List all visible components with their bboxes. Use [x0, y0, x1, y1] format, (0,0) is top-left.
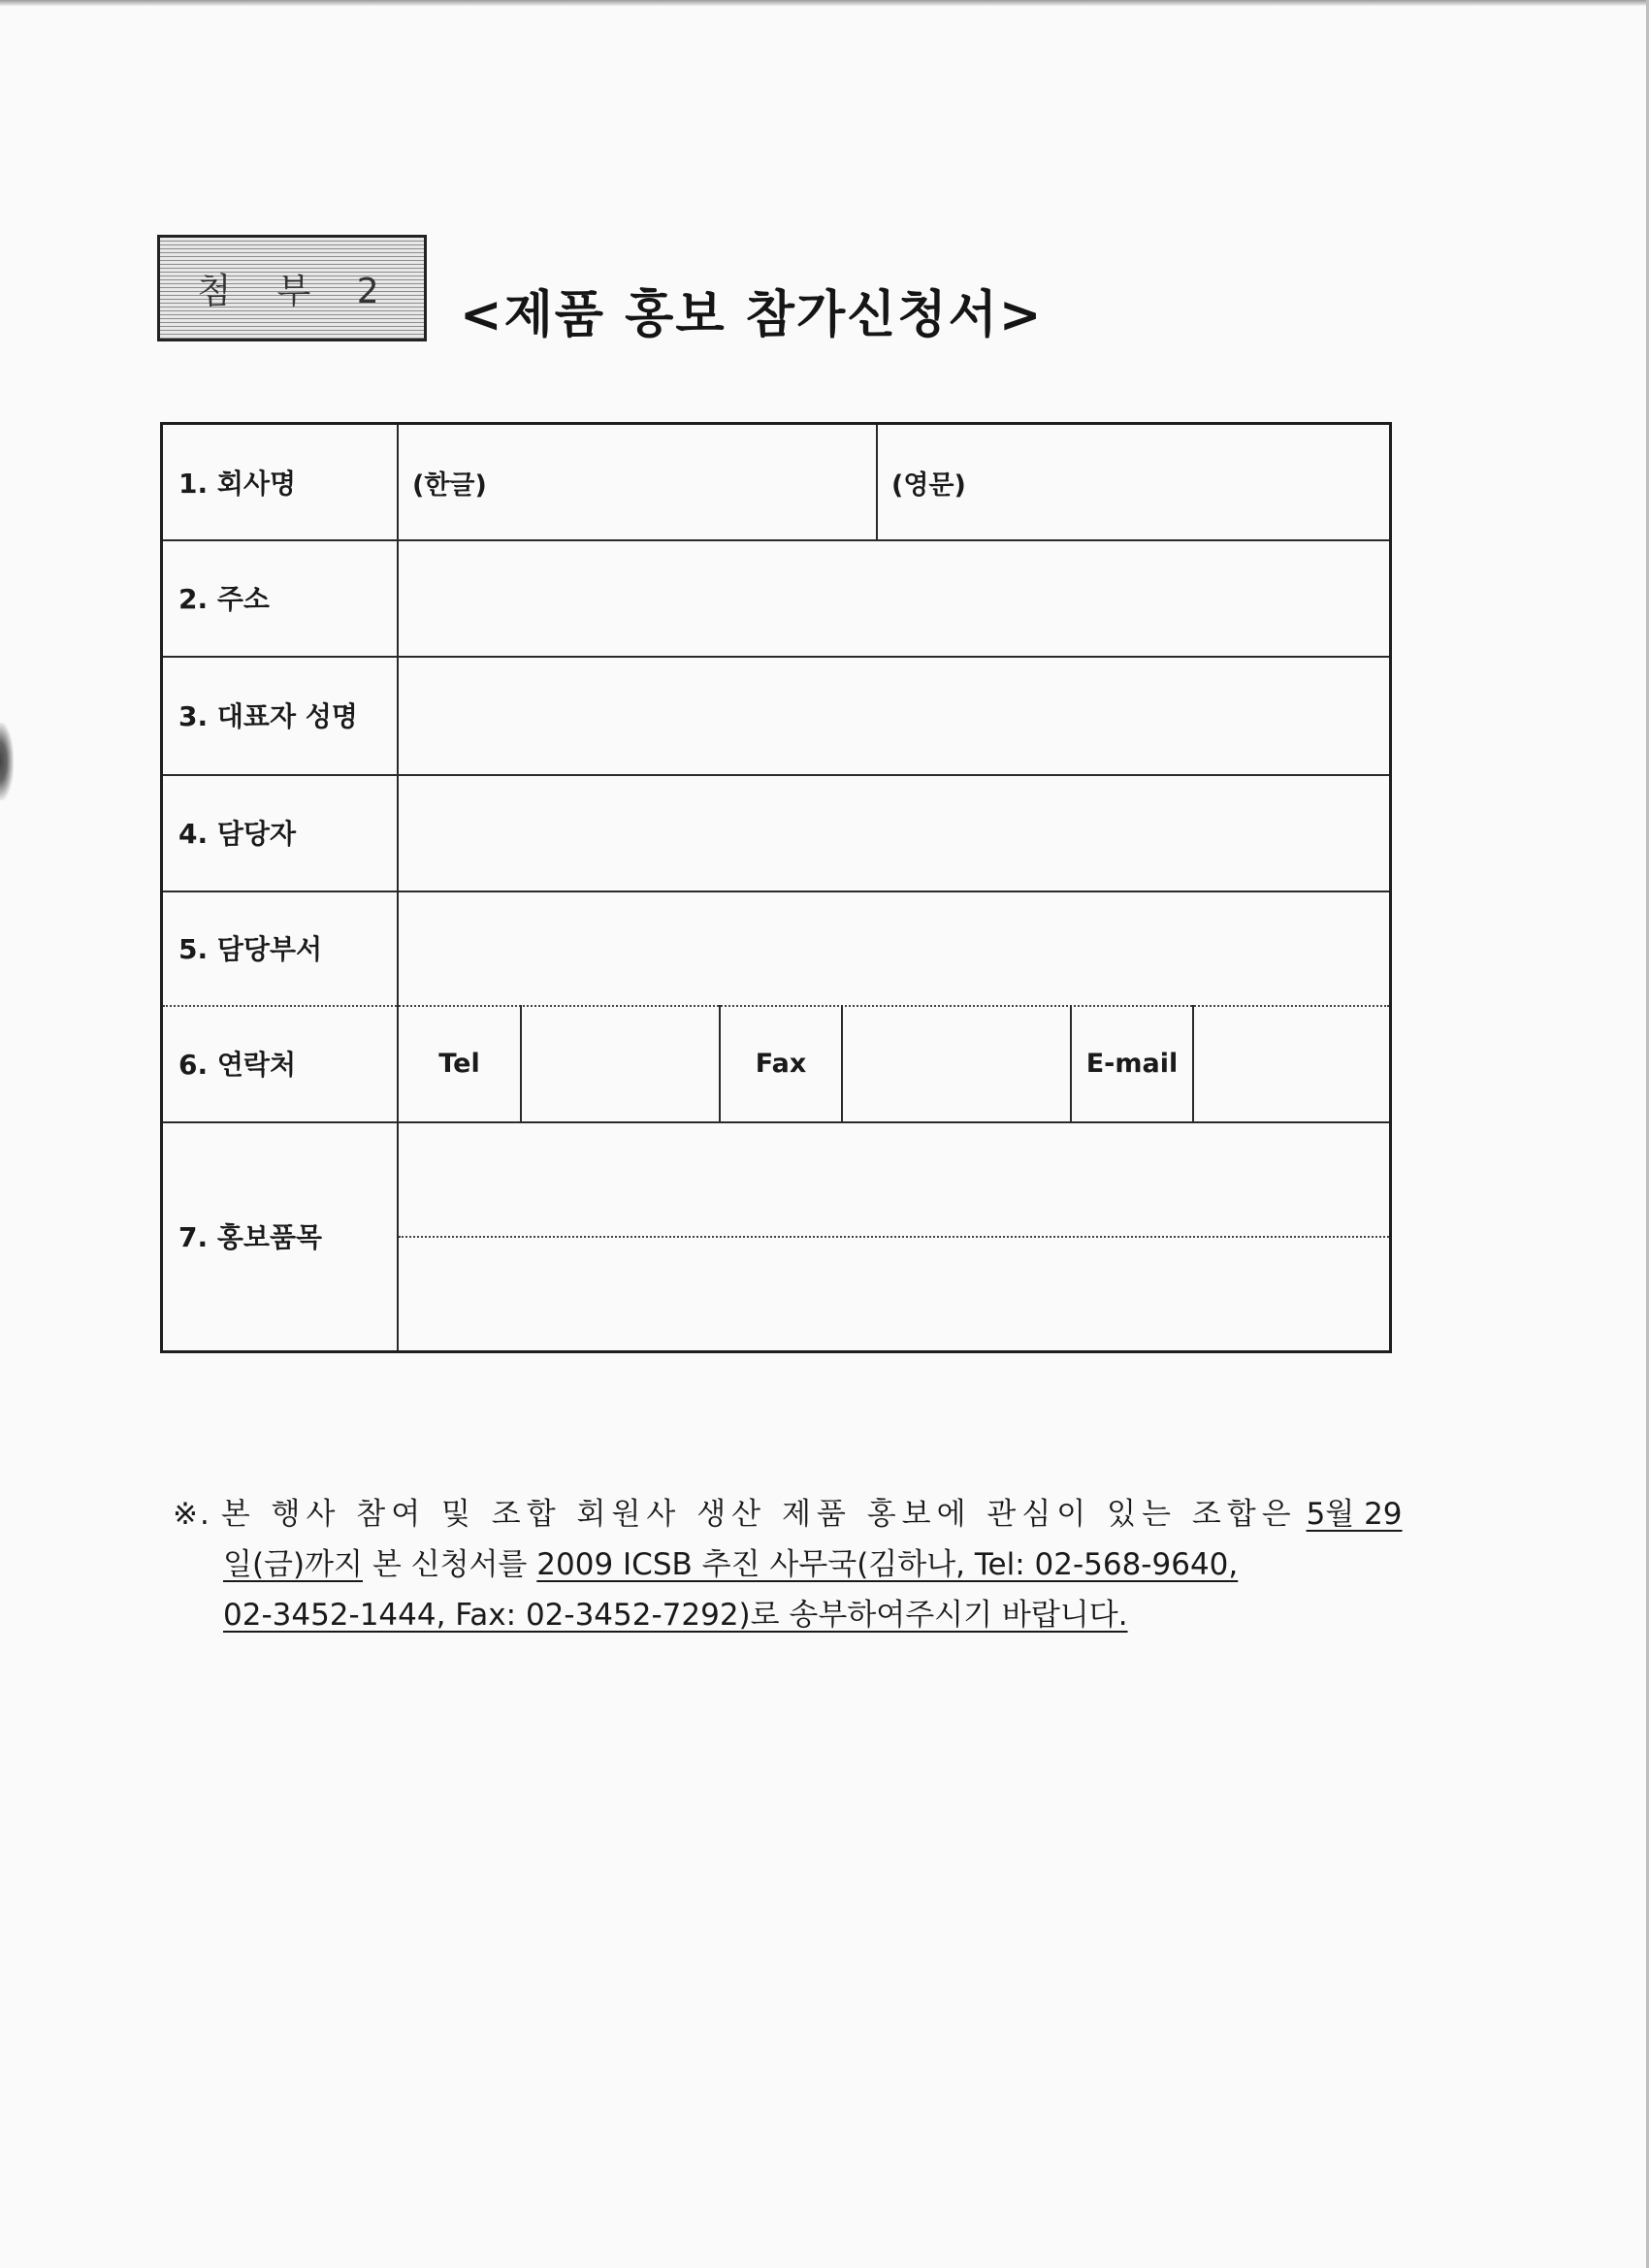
address-field[interactable]: [399, 539, 1389, 656]
notice-text-2: 본 신청서를: [372, 1547, 528, 1582]
attachment-badge: [157, 235, 427, 341]
department-field[interactable]: [399, 891, 1389, 1005]
email-label-cell: [1072, 1005, 1194, 1121]
korean-hint: (한글): [412, 470, 487, 501]
label-address: 2. 주소: [163, 539, 399, 656]
form-row-company-name: [163, 425, 1389, 541]
contact-text-1: 2009 ICSB 추진 사무국(김하나, Tel: 02-568-9640,: [536, 1547, 1239, 1582]
form-row-contact-info: [163, 1005, 1389, 1123]
attachment-badge-label: 첨 부 2: [197, 271, 397, 311]
label-representative: 3. 대표자 성명: [163, 656, 399, 774]
contact-text-2: 02-3452-1444, Fax: 02-3452-7292)로 송부하여주시기 바랍니다.: [223, 1598, 1128, 1633]
email-field[interactable]: [1194, 1005, 1389, 1121]
notice-line-3: [173, 1590, 1400, 1640]
application-form-table: [160, 422, 1392, 1353]
tel-field[interactable]: [522, 1005, 721, 1121]
document-title: <제품 홍보 참가신청서>: [460, 286, 1044, 344]
form-row-address: [163, 539, 1389, 658]
label-department: 5. 담당부서: [163, 891, 399, 1005]
tel-label-cell: [399, 1005, 522, 1121]
label-contact-person: 4. 담당자: [163, 774, 399, 891]
tel-label: Tel: [438, 1048, 480, 1079]
deadline-text-1: 5월 29: [1306, 1497, 1403, 1532]
submission-notice: [173, 1489, 1403, 1640]
promo-items-field-2[interactable]: [399, 1238, 1389, 1350]
fax-label: Fax: [755, 1048, 807, 1079]
scan-edge-top: [0, 0, 1649, 6]
label-company-name: 1. 회사명: [163, 425, 399, 539]
form-row-representative: [163, 656, 1389, 776]
notice-text-1: 본 행사 참여 및 조합 회원사 생산 제품 홍보에 관심이 있는 조합은: [220, 1497, 1297, 1532]
notice-line-2: [173, 1539, 1400, 1590]
deadline-text-2: 일(금)까지: [223, 1547, 363, 1582]
representative-field[interactable]: [399, 656, 1389, 774]
promo-items-field-1[interactable]: [399, 1121, 1389, 1236]
contact-person-field[interactable]: [399, 774, 1389, 891]
company-name-korean-field[interactable]: [399, 425, 878, 539]
company-name-english-field[interactable]: [878, 425, 1389, 539]
label-promo-items: 7. 홍보품목: [163, 1121, 399, 1350]
reference-mark: ※.: [173, 1497, 211, 1532]
fax-field[interactable]: [843, 1005, 1072, 1121]
english-hint: (영문): [891, 470, 966, 501]
form-row-department: [163, 891, 1389, 1007]
punch-hole-mark: [0, 723, 14, 800]
form-row-promo-items: [163, 1121, 1389, 1350]
email-label: E-mail: [1085, 1048, 1179, 1079]
notice-line-1: [173, 1489, 1403, 1539]
label-contact-info: 6. 연락처: [163, 1005, 399, 1121]
fax-label-cell: [721, 1005, 843, 1121]
form-row-contact-person: [163, 774, 1389, 892]
